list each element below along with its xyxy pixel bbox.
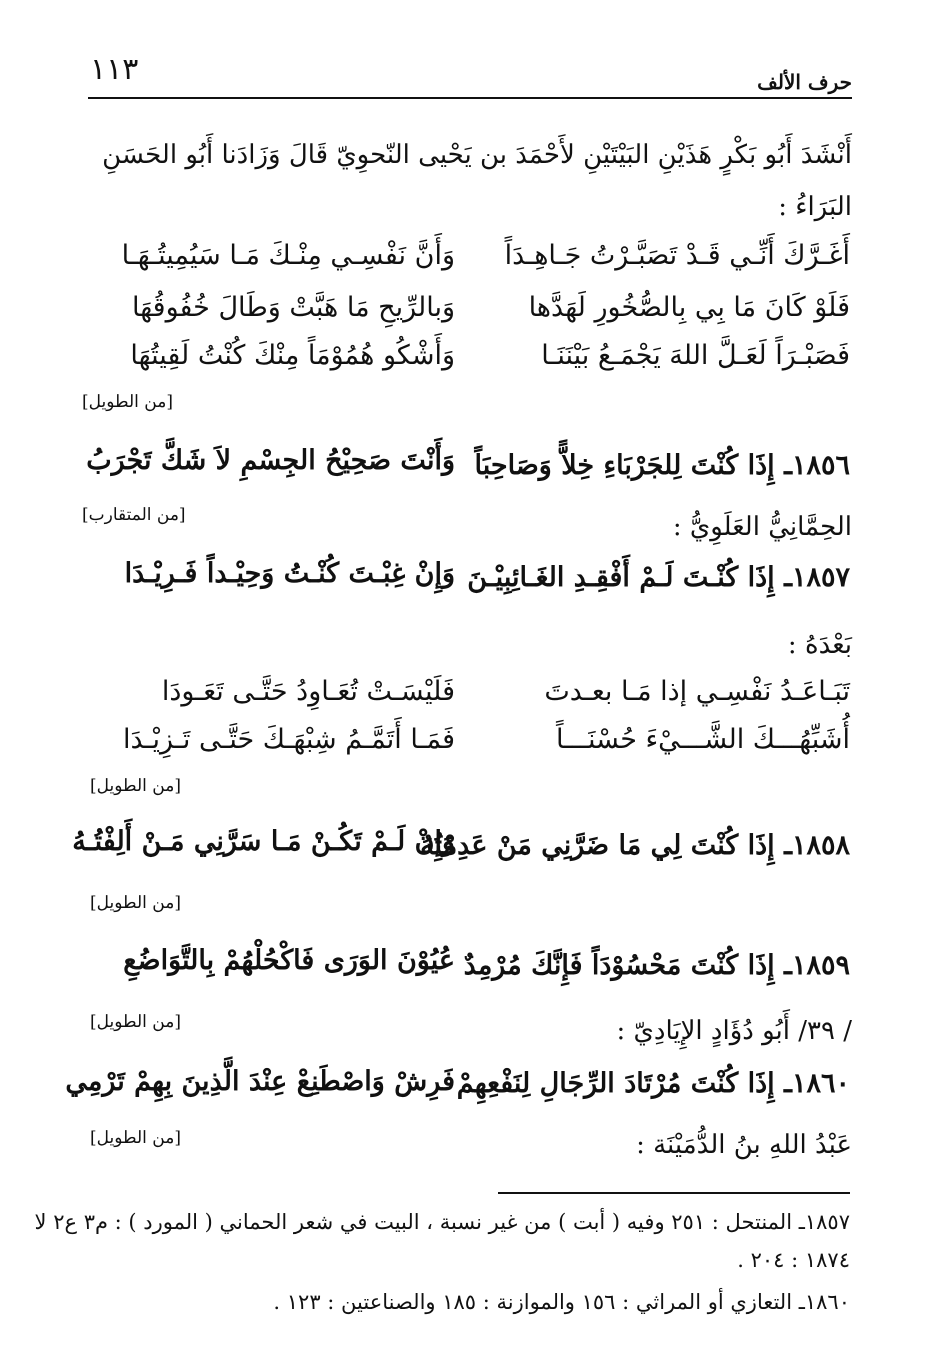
meter-label: [من المتقارب] [82,505,186,525]
verse-1859-second-hemistich: عُيُوْنَ الوَرَى فَاكْحُلْهُمْ بِالتَّوَاضُعِ [123,945,455,976]
verse-1860-second-hemistich: فَرِشْ وَاصْطَنِعْ عِنْدَ الَّذِينَ بِهِمْ تَرْمِي [65,1066,455,1097]
meter-label: [من الطويل] [90,1128,181,1148]
intro-line-1: أَنْشَدَ أَبُو بَكْرٍ هَذَيْنِ البَيْتَيْنِ لأَحْمَدَ بن يَحْيى النّحوِيّ قَالَ وَزَادَنا أَبُو الحَسَنِ [102,140,852,170]
verse-1860-first-hemistich: ١٨٦٠ـ إِذَا كُنْتَ مُرْتَادَ الرِّجَالِ لِنَفْعِهِمْ [456,1068,850,1099]
meter-label: [من الطويل] [82,392,173,412]
verse-1856-first-hemistich: ١٨٥٦ـ إِذَا كُنْتَ لِلجَرْبَاءِ خِلاًّ وَصَاحِبَاً [474,450,850,481]
verse-a2-second-hemistich: وَبالرِّيحِ مَا هَبَّتْ وَطَالَ خُفُوقُهَا [131,292,455,323]
verse-a1-second-hemistich: وَأَنَّ نَفْسِـي مِنْـكَ مَـا سَيُمِيتُـهَـا [121,240,455,271]
footnote-rule [498,1192,850,1194]
meter-label: [من الطويل] [90,776,181,796]
verse-a3-first-hemistich: فَصَبْـرَاً لَعَـلَّ اللهَ يَجْمَـعُ بَيْنَنَـا [541,340,850,371]
verse-1859-first-hemistich: ١٨٥٩ـ إِذَا كُنْتَ مَحْسُوْدَاً فَإِنَّكَ مُرْمِدٌ [463,950,850,981]
meter-label: [من الطويل] [90,893,181,913]
footnote-1860: ١٨٦٠ـ التعازي أو المراثي : ١٥٦ والموازنة : ١٨٥ والصناعتين : ١٢٣ . [273,1290,850,1314]
chapter-title: حرف الألف [757,70,852,94]
verse-a1-first-hemistich: أَغَـرَّكَ أَنِّـي قَـدْ تَصَبَّـرْتُ جَـاهِـدَاً [504,240,850,271]
intro-line-2: البَرَاءُ : [778,192,852,222]
footnote-1857-continued: ١٨٧٤ : ٢٠٤ . [737,1248,850,1272]
after-label: بَعْدَهُ : [787,630,852,660]
verse-b1-second-hemistich: فَلَيْسَـتْ تُعَـاوِدُ حَتَّـى تَعَـودَا [161,676,455,707]
verse-b2-first-hemistich: أُشَبِّهُـــكَ الشَّـــيْءَ حُسْنَـــاً [556,724,850,755]
verse-a3-second-hemistich: وَأَشْكُو هُمُوْمَاً مِنْكَ كُنْتُ لَقِيتُهَا [130,340,455,371]
verse-b2-second-hemistich: فَمَـا أَتَمَّـمُ شِبْهَـكَ حَتَّـى تَـزِيْـدَا [122,724,455,755]
verse-1856-second-hemistich: وَأَنْتَ صَحِيْحُ الجِسْمِ لاَ شَكَّ تَجْرَبُ [86,445,455,476]
poet-name: الحِمَّانِيُّ العَلَوِيُّ : [672,512,852,542]
verse-a2-first-hemistich: فَلَوْ كَانَ مَا بِي بِالصُّخُورِ لَهَدَّها [528,292,850,323]
verse-1858-first-hemistich: ١٨٥٨ـ إِذَا كُنْتَ لِي مَا ضَرَّنِي مَنْ عَدِمْتُهُ [420,830,850,861]
header-rule [88,97,852,99]
poet-name: عَبْدُ اللهِ بنُ الدُّمَيْنَة : [636,1130,852,1160]
meter-label: [من الطويل] [90,1012,181,1032]
footnote-1857: ١٨٥٧ـ المنتحل : ٢٥١ وفيه ( أبت ) من غير نسبة ، البيت في شعر الحماني ( المورد ) : م٣ ع٢ لا [34,1210,850,1234]
verse-1857-first-hemistich: ١٨٥٧ـ إِذَا كُنْـتَ لَـمْ أَفْقِـدِ الغَـائِبِيْـنَ [467,562,850,593]
verse-b1-first-hemistich: تَبَـاعَـدُ نَفْسِـي إذا مَـا بعـدتَ [544,676,850,707]
poet-name: / ٣٩/ أَبُو دُؤَادٍ الإِيَادِيّ : [616,1016,852,1046]
verse-1857-second-hemistich: وَإِنْ غِبْـتَ كُنْـتُ وَحِيْـداً فَـرِيْـدَا [124,558,455,589]
verse-1858-second-hemistich: وَإِنْ لَـمْ تَكُـنْ مَـا سَرَّنِي مَـنْ أَلِفْتُـهُ [72,826,455,857]
page-number: ١١٣ [90,52,139,87]
